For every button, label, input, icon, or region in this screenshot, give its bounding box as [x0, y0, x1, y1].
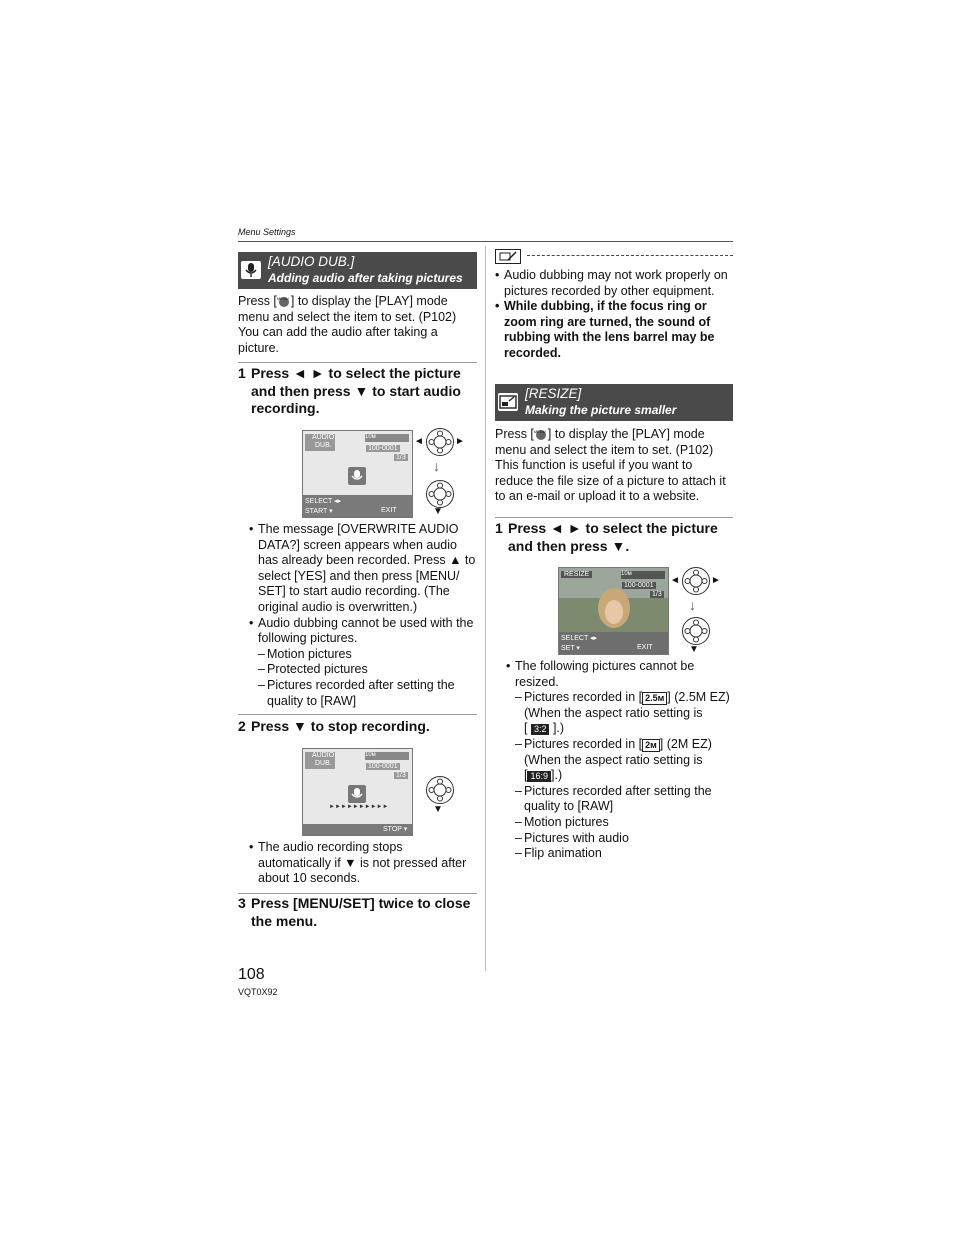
- header-rule: [238, 241, 733, 242]
- cursor-button-icon: [426, 428, 454, 456]
- right-arrow-icon: ►: [711, 575, 721, 586]
- audio-stop-notes: [249, 840, 476, 887]
- set-hint: SET ▾: [561, 645, 580, 652]
- menu-set-icon: MENU: [277, 294, 291, 307]
- list-item: • Audio dubbing cannot be used with the following pictures.: [249, 616, 476, 647]
- resize-step-1: 1 Press ◄ ► to select the picture and then press ▼.: [495, 520, 718, 554]
- microphone-icon: [348, 467, 366, 485]
- separator: [238, 893, 477, 894]
- list-item: • The audio recording stops automatically if ▼ is not pressed after about 10 seconds.: [249, 840, 476, 887]
- list-item: – Pictures recorded in [ 2.5м ] (2.5M EZ) (When the aspect ratio setting is [ 3:2 ].): [515, 690, 734, 737]
- picture-index: 1/3: [396, 772, 406, 779]
- exit-hint: EXIT: [381, 507, 397, 514]
- document-code: VQT0X92: [238, 987, 278, 997]
- cursor-button-diagram: [424, 776, 456, 818]
- down-arrow-icon: ▼: [433, 804, 443, 815]
- file-counter: 100-0001: [624, 582, 654, 589]
- audio-dub-screen-label: AUDIO DUB.: [305, 752, 335, 769]
- cursor-button-icon: [426, 776, 454, 804]
- down-flow-arrow-icon: ↓: [689, 597, 696, 613]
- resize-title: [RESIZE]: [525, 386, 582, 401]
- picture-size-icon: 2.5м: [642, 692, 667, 705]
- menu-set-icon: MENU: [534, 427, 548, 440]
- audio-dub-subtitle: Adding audio after taking pictures: [268, 271, 463, 285]
- column-divider: [485, 246, 486, 971]
- down-flow-arrow-icon: ↓: [433, 458, 440, 474]
- select-hint: SELECT ◂▸: [561, 635, 598, 642]
- list-item: • The message [OVERWRITE AUDIO DATA?] screen appears when audio has already been recorded. Press ▲ to select [YES] and then press [MENU/ SET] to start audio recording. (The original audio is overwritten.): [249, 522, 476, 616]
- screen-status-bar: 10м: [365, 752, 409, 760]
- audio-dub-intro: Press [ MENU ] to display the [PLAY] mode menu and select the item to set. (P102) You can add the audio after taking a picture.: [238, 294, 457, 355]
- picture-index: 1/3: [652, 591, 662, 598]
- audio-dub-title-band: [238, 252, 477, 289]
- list-item: – Motion pictures: [515, 815, 734, 831]
- audio-dub-screen-recording: [302, 748, 413, 836]
- audio-notes-list: [249, 522, 476, 709]
- screen-status-bar: 10м: [621, 571, 665, 579]
- file-counter: 100-0001: [368, 763, 398, 770]
- exit-hint: EXIT: [637, 644, 653, 651]
- separator: [238, 714, 477, 715]
- audio-dub-screen-label: AUDIO DUB.: [305, 434, 335, 451]
- list-item: – Pictures with audio: [515, 831, 734, 847]
- section-header: Menu Settings: [238, 227, 296, 237]
- cursor-button-diagram: [414, 426, 466, 518]
- audio-step-3: 3 Press [MENU/SET] twice to close the menu.: [238, 895, 471, 929]
- screen-status-bar: 10м: [365, 434, 409, 442]
- down-arrow-icon: ▼: [689, 644, 699, 655]
- file-counter: 100-0001: [368, 445, 398, 452]
- stop-hint: STOP ▾: [383, 826, 408, 833]
- aspect-ratio-icon: 3:2: [531, 724, 550, 735]
- note-pencil-icon: [495, 249, 521, 264]
- list-item: – Pictures recorded in [ 2м ] (2M EZ) (When the aspect ratio setting is [ 16:9 ].): [515, 737, 734, 784]
- aspect-ratio-icon: 16:9: [527, 771, 551, 782]
- list-item: – Pictures recorded after setting the quality to [RAW]: [258, 678, 476, 709]
- picture-size-icon: 2м: [642, 739, 660, 752]
- list-item: • The following pictures cannot be resized.: [506, 659, 734, 690]
- screen-bottom-bar: [303, 495, 412, 517]
- list-item: – Motion pictures: [258, 647, 476, 663]
- resize-intro: Press [ MENU ] to display the [PLAY] mode menu and select the item to set. (P102) This function is useful if you want to reduce the file size of a picture to attach it to an e-mail or upload it to a website.: [495, 427, 726, 504]
- audio-step-1: 1 Press ◄ ► to select the picture and then press ▼ to start audio recording.: [238, 365, 461, 416]
- resize-icon: [498, 393, 518, 411]
- resize-screen-label: RESIZE: [561, 571, 592, 578]
- select-hint: SELECT ◂▸: [305, 498, 342, 505]
- screen-bottom-bar: [559, 632, 668, 654]
- separator: [495, 517, 733, 518]
- picture-index: 1/3: [396, 454, 406, 461]
- list-item: – Pictures recorded after setting the quality to [RAW]: [515, 784, 734, 815]
- cursor-button-icon: [682, 617, 710, 645]
- right-arrow-icon: ►: [455, 436, 465, 447]
- cursor-button-diagram: [670, 565, 722, 657]
- resize-subtitle: Making the picture smaller: [525, 403, 677, 417]
- audio-dub-screen-select: [302, 430, 413, 518]
- left-arrow-icon: ◄: [670, 575, 680, 586]
- page-number: 108: [238, 966, 265, 983]
- notes-list: [495, 268, 733, 362]
- screen-bottom-bar: [303, 824, 412, 835]
- recording-progress: ►►►►►►►►►►: [329, 804, 389, 810]
- list-item: – Protected pictures: [258, 662, 476, 678]
- list-item: – Flip animation: [515, 846, 734, 862]
- microphone-icon: [241, 261, 261, 279]
- separator: [238, 362, 477, 363]
- resize-screen: [558, 567, 669, 655]
- start-hint: START ▾: [305, 508, 333, 515]
- note-header: [495, 249, 733, 263]
- resize-title-band: [495, 384, 733, 421]
- list-item: • While dubbing, if the focus ring or zoom ring are turned, the sound of rubbing with the lens barrel may be recorded.: [495, 299, 733, 361]
- down-arrow-icon: ▼: [433, 506, 443, 517]
- cursor-button-icon: [682, 567, 710, 595]
- left-arrow-icon: ◄: [414, 436, 424, 447]
- cursor-button-icon: [426, 480, 454, 508]
- list-item: • Audio dubbing may not work properly on pictures recorded by other equipment.: [495, 268, 733, 299]
- audio-dub-title: [AUDIO DUB.]: [268, 254, 355, 269]
- microphone-icon: [348, 785, 366, 803]
- audio-step-2: 2 Press ▼ to stop recording.: [238, 718, 430, 734]
- note-dashed-rule: [527, 255, 733, 256]
- resize-restrictions-list: [506, 659, 734, 862]
